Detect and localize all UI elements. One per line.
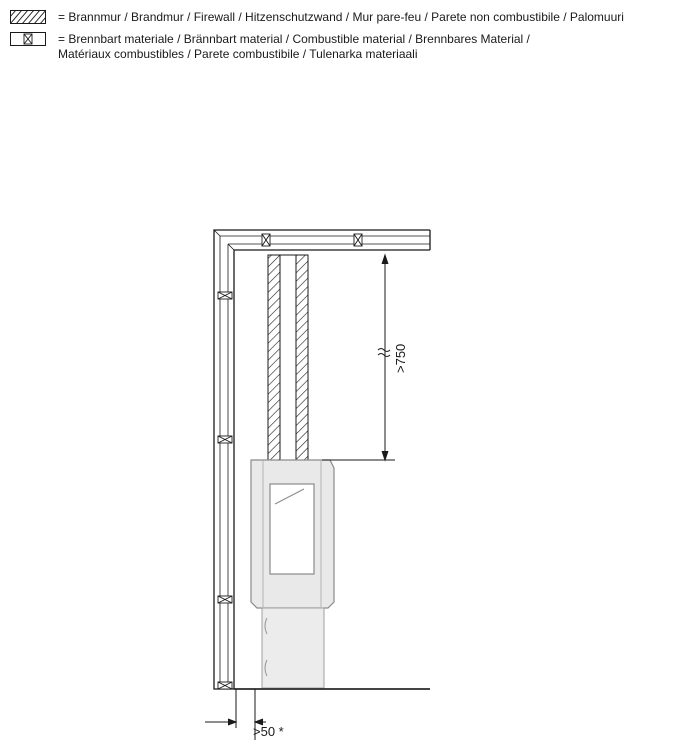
- stud-marker-wall-1: [218, 292, 232, 299]
- stud-marker-ceiling-2: [354, 234, 362, 246]
- stove-glass-door: [270, 484, 314, 574]
- legend-firewall-text: = Brannmur / Brandmur / Firewall / Hitzenschutzwand / Mur pare-feu / Parete non combustibile / Palomuuri: [58, 10, 624, 24]
- stud-marker-wall-3: [218, 596, 232, 603]
- stud-marker-wall-2: [218, 436, 232, 443]
- stove-base: [262, 608, 324, 688]
- vertical-dimension: [322, 255, 395, 460]
- legend-combustible-line2: Matériaux combustibles / Parete combustibile / Tulenarka materiaali: [58, 47, 418, 61]
- stud-marker-ceiling-1: [262, 234, 270, 246]
- vertical-dimension-label: >750: [393, 343, 408, 373]
- flue-pipe: [268, 255, 308, 460]
- legend-combustible-line1: = Brennbart materiale / Brännbart material / Combustible material / Brennbares Material /: [58, 32, 530, 46]
- stud-marker-wall-4: [218, 682, 232, 689]
- stove: [251, 460, 334, 688]
- horizontal-dimension-label: >50 *: [253, 724, 284, 739]
